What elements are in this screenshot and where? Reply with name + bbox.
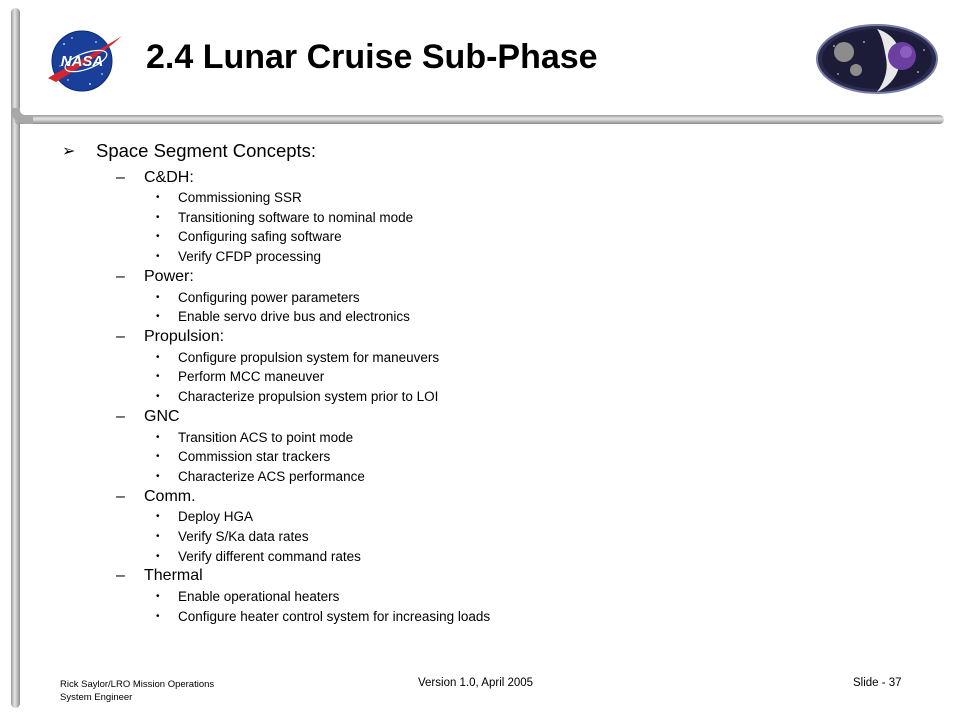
footer-author-line1: Rick Saylor/LRO Mission Operations [60, 679, 215, 690]
nasa-text: NASA [60, 53, 104, 70]
dash-bullet: – [116, 487, 125, 505]
section-heading-text: Space Segment Concepts: [96, 140, 317, 161]
list-item-text: Configure propulsion system for maneuvers [178, 349, 440, 365]
bullet-dot-icon: • [156, 211, 160, 223]
bullet-dot-icon: • [156, 351, 160, 363]
footer-author [60, 678, 214, 704]
group-gnc [60, 406, 920, 486]
arrow-bullet-icon: ➢ [62, 143, 76, 160]
dash-bullet: – [116, 168, 125, 186]
bullet-dot-icon: • [156, 591, 160, 603]
nasa-logo-icon [42, 26, 126, 96]
list-item [60, 348, 920, 368]
group-cdh [60, 167, 920, 266]
footer-version: Version 1.0, April 2005 [418, 677, 534, 689]
list-item-text: Verify CFDP processing [178, 249, 322, 265]
group-label-row [60, 266, 920, 287]
group-propulsion [60, 327, 920, 407]
group-label-row [60, 406, 920, 427]
group-label: C&DH: [144, 168, 194, 186]
footer-author-line2: System Engineer [60, 692, 133, 703]
list-item-text: Transitioning software to nominal mode [178, 209, 414, 225]
list-item [60, 208, 920, 228]
bullet-dot-icon: • [156, 391, 160, 403]
list-item [60, 507, 920, 527]
group-label: GNC [144, 407, 180, 425]
list-item-text: Verify S/Ka data rates [178, 529, 309, 545]
list-item-text: Configuring safing software [178, 229, 342, 245]
group-label-row [60, 566, 920, 587]
list-item [60, 227, 920, 247]
list-item-text: Configure heater control system for increasing loads [178, 608, 491, 624]
list-item [60, 188, 920, 208]
list-item-text: Commission star trackers [178, 449, 331, 465]
list-item [60, 287, 920, 307]
list-item [60, 527, 920, 547]
bullet-dot-icon: • [156, 291, 160, 303]
list-item-text: Transition ACS to point mode [178, 429, 354, 445]
list-item-text: Characterize propulsion system prior to LOI [178, 389, 439, 405]
list-item [60, 447, 920, 467]
dash-bullet: – [116, 567, 125, 585]
list-item [60, 247, 920, 267]
list-item-text: Commissioning SSR [178, 190, 302, 206]
list-item [60, 607, 920, 627]
group-label: Thermal [144, 567, 203, 585]
frame-horizontal-bar [14, 115, 944, 124]
list-item [60, 427, 920, 447]
list-item-text: Verify different command rates [178, 548, 361, 564]
list-item-text: Characterize ACS performance [178, 468, 365, 484]
bullet-dot-icon: • [156, 610, 160, 622]
bullet-dot-icon: • [156, 231, 160, 243]
list-item-text: Configuring power parameters [178, 289, 360, 305]
bullet-dot-icon: • [156, 531, 160, 543]
bullet-dot-icon: • [156, 511, 160, 523]
group-thermal [60, 566, 920, 626]
bullet-dot-icon: • [156, 192, 160, 204]
list-item [60, 546, 920, 566]
group-label: Power: [144, 267, 194, 285]
group-label-row [60, 486, 920, 507]
list-item-text: Enable servo drive bus and electronics [178, 309, 410, 325]
bullet-dot-icon: • [156, 371, 160, 383]
group-label: Propulsion: [144, 328, 225, 346]
list-item [60, 467, 920, 487]
bullet-dot-icon: • [156, 431, 160, 443]
lro-mission-logo-icon [814, 22, 940, 96]
dash-bullet: – [116, 407, 125, 425]
list-item [60, 307, 920, 327]
bullet-dot-icon: • [156, 451, 160, 463]
dash-bullet: – [116, 267, 125, 285]
slide-content [60, 138, 920, 626]
group-comm [60, 486, 920, 566]
list-item [60, 387, 920, 407]
group-label-row [60, 327, 920, 348]
section-heading [60, 138, 920, 164]
list-item [60, 587, 920, 607]
page-title: 2.4 Lunar Cruise Sub-Phase [146, 38, 598, 76]
group-power [60, 266, 920, 326]
list-item-text: Perform MCC maneuver [178, 369, 325, 385]
group-label-row [60, 167, 920, 188]
bullet-dot-icon: • [156, 251, 160, 263]
list-item [60, 367, 920, 387]
list-item-text: Enable operational heaters [178, 589, 340, 605]
bullet-dot-icon: • [156, 311, 160, 323]
bullet-dot-icon: • [156, 470, 160, 482]
list-item-text: Deploy HGA [178, 509, 254, 525]
dash-bullet: – [116, 328, 125, 346]
bullet-dot-icon: • [156, 550, 160, 562]
group-label: Comm. [144, 487, 196, 505]
footer-slide-number: Slide - 37 [853, 677, 902, 689]
